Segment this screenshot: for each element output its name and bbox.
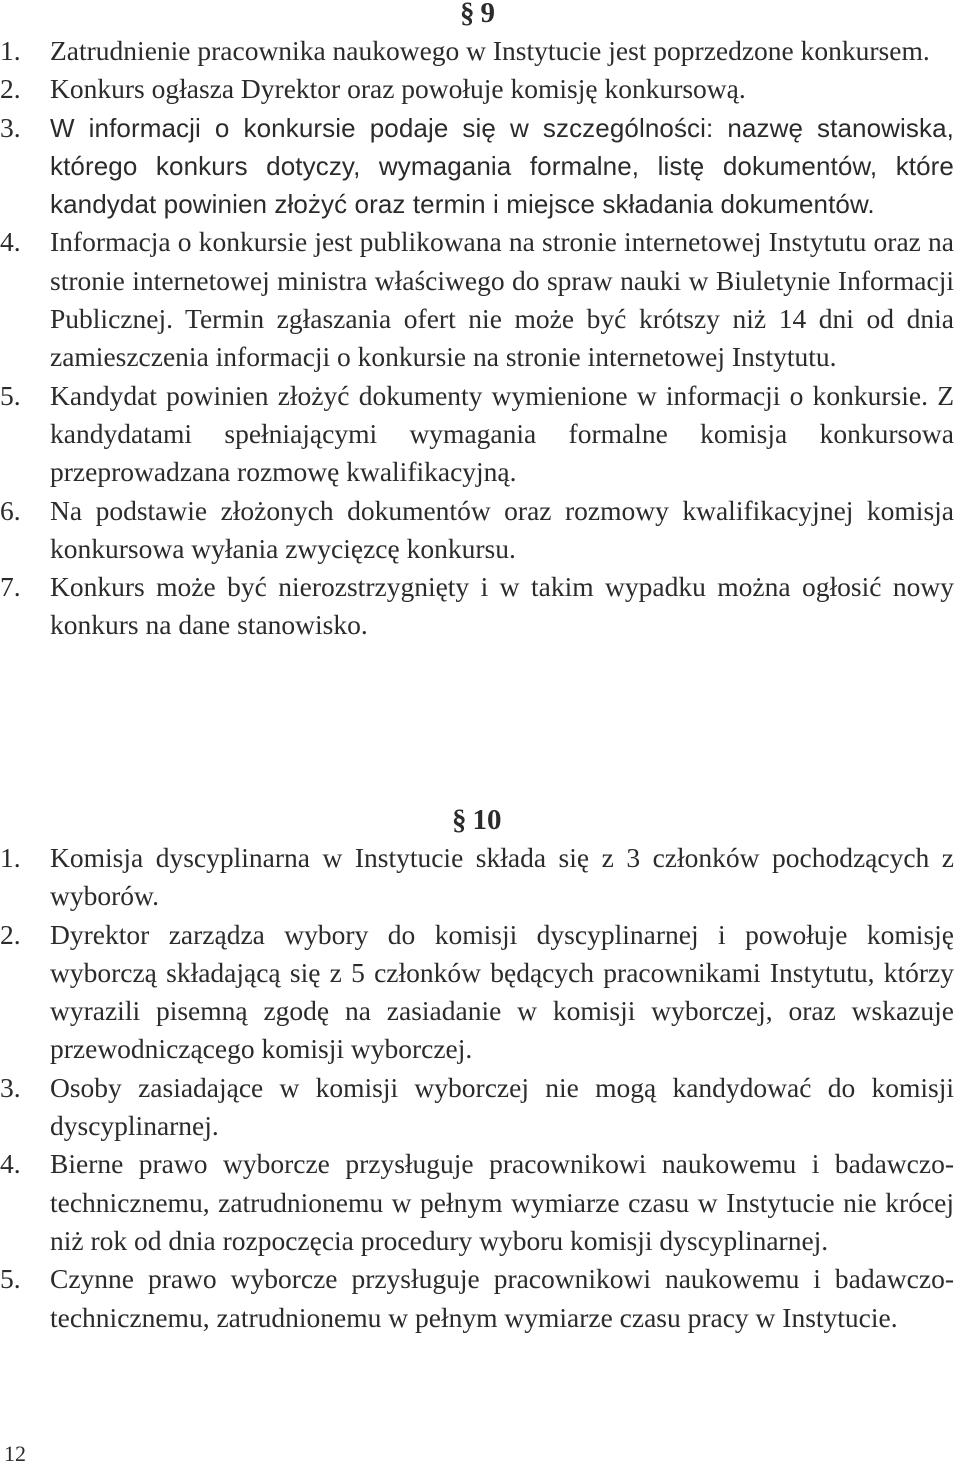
item-text: Zatrudnienie pracownika naukowego w Instytucie jest poprzedzone konkursem. (50, 35, 930, 66)
list-item (0, 916, 960, 1069)
item-number: 2. (0, 918, 21, 950)
item-text: W informacji o konkursie podaje się w szczególności: nazwę stanowiska, którego konkurs dotyczy, wymagania formalne, listę dokumentów, które kandydat powinien złożyć oraz termin i miejsce składania dokumentów. (50, 112, 954, 220)
section-symbol: § (460, 0, 475, 29)
list-item (0, 32, 960, 70)
section-number: 9 (480, 0, 495, 29)
item-text: Konkurs ogłasza Dyrektor oraz powołuje komisję konkursową. (50, 73, 746, 105)
section-10 (0, 801, 960, 1337)
list-item (0, 1145, 960, 1260)
item-number: 7. (0, 571, 21, 603)
item-text: Na podstawie złożonych dokumentów oraz rozmowy kwalifikacyjnej komisja konkursowa wyłania zwycięzcę konkursu. (50, 494, 954, 564)
section-symbol: § (452, 804, 467, 836)
section-heading (0, 801, 960, 839)
list-item (0, 1069, 960, 1146)
list-item (0, 70, 960, 108)
item-number: 3. (0, 1071, 21, 1103)
list-item (0, 839, 960, 916)
item-text: Dyrektor zarządza wybory do komisji dyscyplinarnej i powołuje komisję wyborczą składającą się z 5 członków będących pracownikami Instytutu, którzy wyrazili pisemną zgodę na zasiadanie w komisji wyborczej, oraz wskazuje przewodniczącego komisji wyborczej. (50, 918, 954, 1065)
item-number: 4. (0, 226, 21, 258)
item-number: 1. (0, 35, 21, 66)
list-item (0, 109, 960, 224)
item-number: 2. (0, 73, 21, 105)
section-items (0, 839, 960, 1337)
section-9 (0, 0, 960, 645)
item-number: 6. (0, 494, 21, 526)
section-heading (0, 0, 960, 32)
item-text: Informacja o konkursie jest publikowana na stronie internetowej Instytutu oraz na stronie internetowej ministra właściwego do spraw nauki w Biuletynie Informacji Publicznej. Termin zgłaszania ofert nie może być krótszy niż 14 dni od dnia zamieszczenia informacji o konkursie na stronie internetowej Instytutu. (50, 226, 954, 373)
item-number: 4. (0, 1148, 21, 1180)
page-number: 12 (4, 1441, 26, 1466)
item-text: Osoby zasiadające w komisji wyborczej nie mogą kandydować do komisji dyscyplinarnej. (50, 1071, 954, 1142)
item-number: 3. (0, 111, 21, 143)
list-item (0, 492, 960, 569)
list-item (0, 223, 960, 376)
item-number: 5. (0, 1263, 21, 1295)
list-item (0, 1260, 960, 1337)
item-number: 5. (0, 379, 21, 411)
section-number: 10 (472, 804, 502, 836)
item-text: Czynne prawo wyborcze przysługuje pracownikowi naukowemu i badawczo-technicznemu, zatrudnionemu w pełnym wymiarze czasu pracy w Instytucie. (50, 1263, 954, 1333)
list-item (0, 377, 960, 492)
item-text: Kandydat powinien złożyć dokumenty wymienione w informacji o konkursie. Z kandydatami spełniającymi wymagania formalne komisja konkursowa przeprowadzana rozmowę kwalifikacyjną. (50, 379, 954, 488)
item-text: Komisja dyscyplinarna w Instytucie składa się z 3 członków pochodzących z wyborów. (50, 842, 954, 912)
list-item (0, 568, 960, 645)
item-text: Bierne prawo wyborcze przysługuje pracownikowi naukowemu i badawczo-technicznemu, zatrudnionemu w pełnym wymiarze czasu w Instytucie nie krócej niż rok od dnia rozpoczęcia procedury wyboru komisji dyscyplinarnej. (50, 1148, 954, 1256)
section-items (0, 32, 960, 645)
item-text: Konkurs może być nierozstrzygnięty i w takim wypadku można ogłosić nowy konkurs na dane stanowisko. (50, 571, 954, 641)
item-number: 1. (0, 842, 21, 873)
